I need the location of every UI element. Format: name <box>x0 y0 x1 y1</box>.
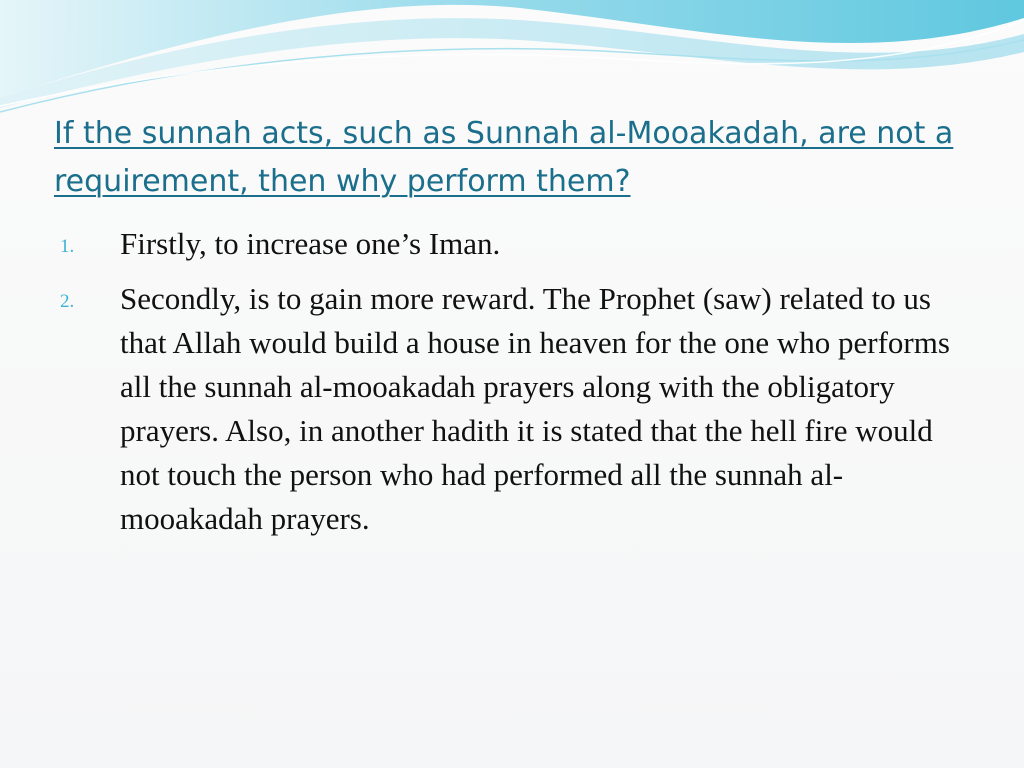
answer-list <box>0 222 1000 552</box>
list-number-2: 2. <box>60 291 75 312</box>
list-text-2: Secondly, is to gain more reward. The Prophet (saw) related to us that Allah would build a house in heaven for the one who performs all the sunnah al-mooakadah prayers along with the obligatory prayers. Also, in another hadith it is stated that the hell fire would not touch the person who had performed all the sunnah al-mooakadah prayers. <box>120 281 950 536</box>
list-number-1: 1. <box>60 236 75 257</box>
wave-decoration <box>0 0 1024 120</box>
list-item-2 <box>0 277 970 541</box>
list-item-1 <box>0 222 970 266</box>
list-text-1: Firstly, to increase one’s Iman. <box>120 226 501 261</box>
slide-title: If the sunnah acts, such as Sunnah al-Mooakadah, are not a requirement, then why perform them? <box>54 116 954 199</box>
